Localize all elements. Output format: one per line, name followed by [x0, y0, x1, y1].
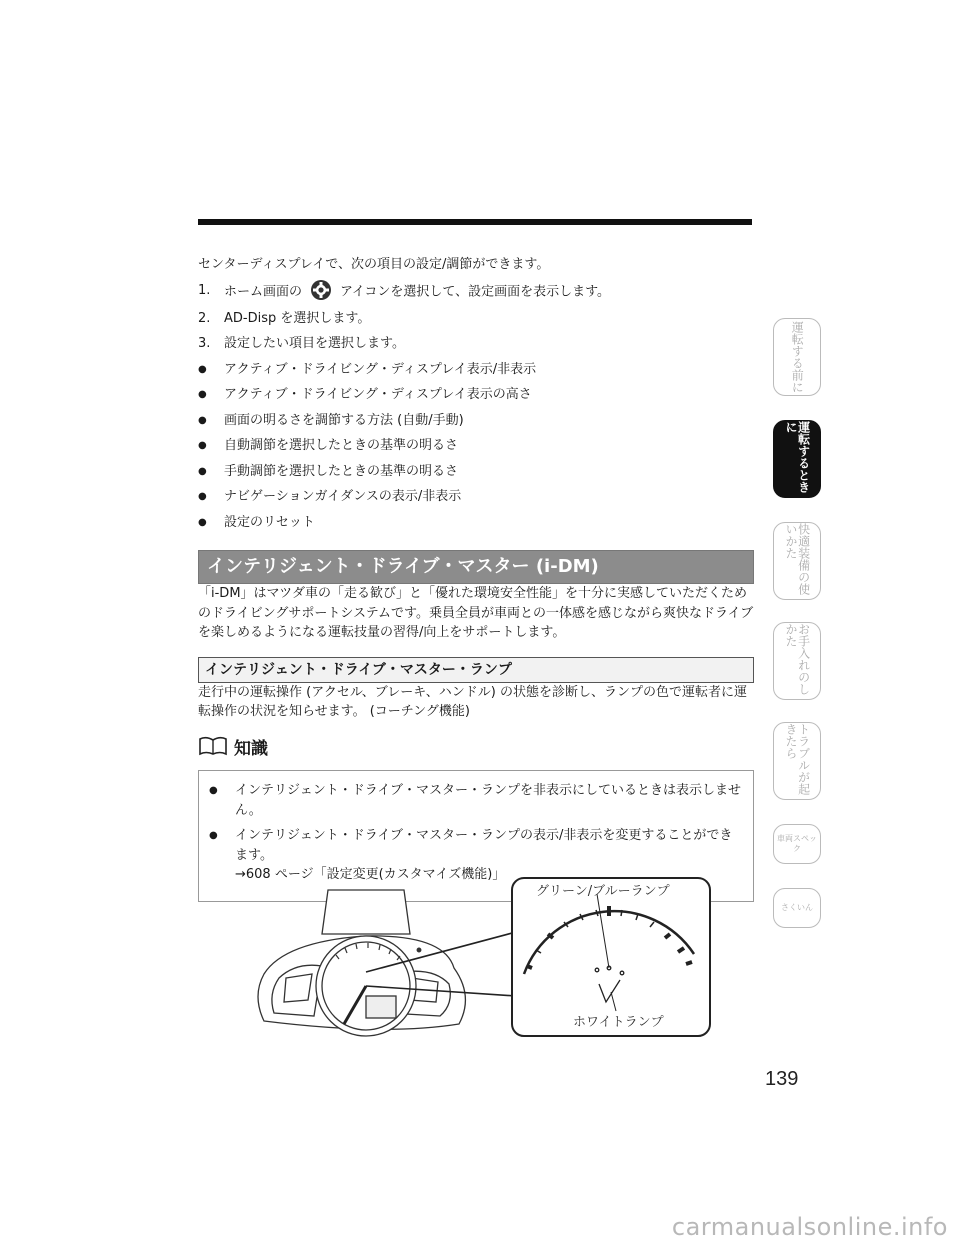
settings-items-list — [198, 360, 754, 533]
tab-label: お手入れのしかた — [784, 623, 811, 695]
tab-specifications[interactable] — [773, 824, 821, 864]
settings-gear-icon — [310, 279, 332, 301]
knowledge-item-text: インテリジェント・ドライブ・マスター・ランプを非表示にしているときは表示しません。 — [235, 783, 741, 818]
book-icon — [198, 736, 228, 765]
green-blue-lamp-label: グリーン/ブルーランプ — [536, 884, 670, 899]
tab-label: 運転する前に — [790, 321, 805, 393]
enlarged-view-frame — [512, 878, 710, 1036]
section-paragraph: 「i-DM」はマツダ車の「走る歓び」と「優れた環境安全性能」を十分に実感していただくためのドライビングサポートシステムです。乗員全員が車両との一体感を感じながら爽快なドライブを楽しめるようになる運転技量の習得/向上をサポートします。 — [198, 586, 754, 640]
white-lamp-label: ホワイトランプ — [573, 1015, 664, 1030]
intro-text: センターディスプレイで、次の項目の設定/調節ができます。 — [198, 257, 550, 272]
step-text-after: アイコンを選択して、設定画面を表示します。 — [340, 284, 611, 299]
section-heading: インテリジェント・ドライブ・マスター (i-DM) — [198, 550, 754, 584]
tab-label: 快適装備の使いかた — [784, 523, 811, 595]
watermark: carmanualsonline.info — [671, 1213, 948, 1241]
subsection-heading: インテリジェント・ドライブ・マスター・ランプ — [198, 657, 754, 683]
tab-troubleshooting[interactable] — [773, 722, 821, 800]
settings-item: ● 自動調節を選択したときの基準の明るさ — [198, 436, 754, 456]
settings-item: ● アクティブ・ドライビング・ディスプレイ表示の高さ — [198, 385, 754, 405]
knowledge-list — [209, 781, 741, 885]
steps-list — [198, 281, 754, 354]
settings-item: ● 手動調節を選択したときの基準の明るさ — [198, 462, 754, 482]
step-text — [224, 281, 610, 303]
main-content — [198, 255, 754, 902]
knowledge-title: 知識 — [234, 739, 268, 759]
step-2 — [198, 309, 754, 329]
tab-while-driving[interactable] — [773, 420, 821, 498]
settings-item: ● 設定のリセット — [198, 513, 754, 533]
step-number: 2. — [198, 310, 211, 326]
step-text-before: ホーム画面の — [224, 284, 303, 299]
step-text: AD-Disp を選択します。 — [224, 310, 371, 326]
tab-index[interactable] — [773, 888, 821, 928]
step-number: 1. — [198, 282, 211, 298]
settings-item: ● ナビゲーションガイダンスの表示/非表示 — [198, 487, 754, 507]
top-rule — [198, 219, 752, 225]
tab-label: トラブルが起きたら — [784, 723, 811, 795]
tab-label: 運転するときに — [784, 421, 811, 493]
tab-comfort-features[interactable] — [773, 522, 821, 600]
step-number: 3. — [198, 336, 211, 351]
page-number: 139 — [765, 1068, 799, 1090]
step-1 — [198, 281, 754, 303]
instrument-cluster-illustration — [258, 890, 465, 1036]
step-3 — [198, 334, 754, 354]
knowledge-heading — [198, 736, 754, 765]
knowledge-item — [209, 781, 741, 820]
knowledge-item-text: インテリジェント・ドライブ・マスター・ランプの表示/非表示を変更することができます。 — [235, 828, 733, 863]
tab-before-driving[interactable] — [773, 318, 821, 396]
subsection-paragraph: 走行中の運転操作 (アクセル、ブレーキ、ハンドル) の状態を診断し、ランプの色で運転者に運転操作の状況を知らせます。 (コーチング機能) — [198, 684, 747, 719]
settings-item: ● 画面の明るさを調節する方法 (自動/手動) — [198, 411, 754, 431]
page-reference-link[interactable]: →608 ページ「設定変更(カスタマイズ機能)」 — [235, 867, 506, 882]
instrument-cluster-figure — [244, 876, 714, 1040]
step-text: 設定したい項目を選択します。 — [224, 336, 405, 351]
settings-item: ● アクティブ・ドライビング・ディスプレイ表示/非表示 — [198, 360, 754, 380]
tab-label: 車両スペック — [777, 834, 817, 853]
tab-label: さくいん — [781, 903, 813, 913]
tab-maintenance[interactable] — [773, 622, 821, 700]
